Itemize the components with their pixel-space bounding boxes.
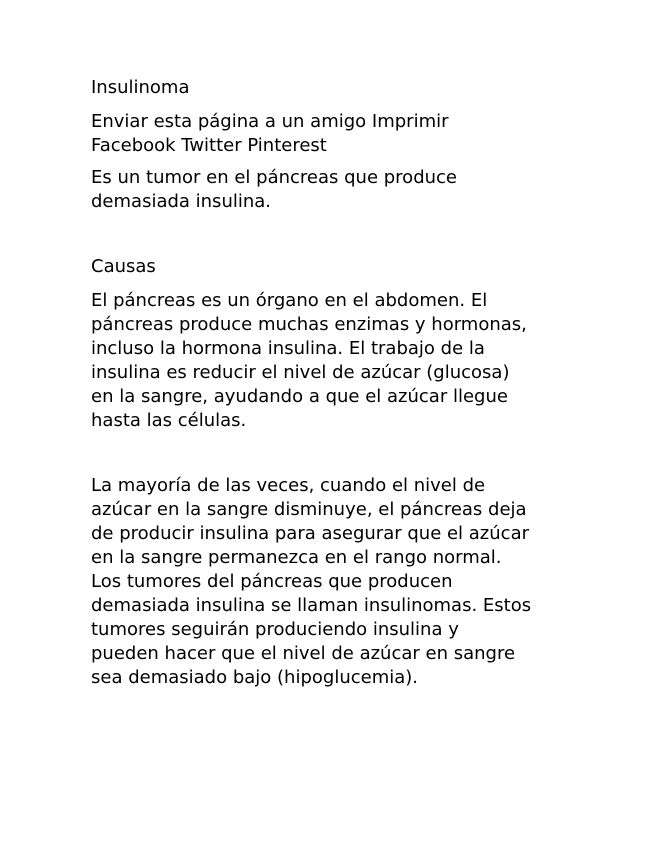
intro-line: Es un tumor en el páncreas que produce <box>91 167 457 188</box>
paragraph-line: azúcar en la sangre disminuye, el páncreas deja <box>91 499 527 520</box>
share-links-line-1: Enviar esta página a un amigo Imprimir <box>91 111 449 132</box>
paragraph-line: de producir insulina para asegurar que el azúcar <box>91 523 529 544</box>
causas-paragraph-1 <box>91 289 581 433</box>
paragraph-line: insulina es reducir el nivel de azúcar (glucosa) <box>91 362 510 383</box>
paragraph-line: páncreas produce muchas enzimas y hormonas, <box>91 314 527 335</box>
document-page <box>91 76 581 690</box>
share-links <box>91 110 581 158</box>
paragraph-line: incluso la hormona insulina. El trabajo de la <box>91 338 485 359</box>
paragraph-line: demasiada insulina se llaman insulinomas. Estos <box>91 595 532 616</box>
paragraph-line: tumores seguirán produciendo insulina y <box>91 619 459 640</box>
paragraph-line: sea demasiado bajo (hipoglucemia). <box>91 667 419 688</box>
intro-paragraph <box>91 166 581 214</box>
paragraph-line: en la sangre, ayudando a que el azúcar llegue <box>91 386 508 407</box>
paragraph-line: hasta las células. <box>91 410 247 431</box>
section-heading-causas: Causas <box>91 256 156 277</box>
paragraph-line: La mayoría de las veces, cuando el nivel de <box>91 475 486 496</box>
paragraph-line: en la sangre permanezca en el rango normal. <box>91 547 502 568</box>
causas-paragraph-2 <box>91 474 581 690</box>
paragraph-line: El páncreas es un órgano en el abdomen. El <box>91 290 488 311</box>
page-title: Insulinoma <box>91 77 190 98</box>
share-links-line-2: Facebook Twitter Pinterest <box>91 135 327 156</box>
paragraph-line: pueden hacer que el nivel de azúcar en sangre <box>91 643 516 664</box>
paragraph-line: Los tumores del páncreas que producen <box>91 571 453 592</box>
intro-line: demasiada insulina. <box>91 191 272 212</box>
